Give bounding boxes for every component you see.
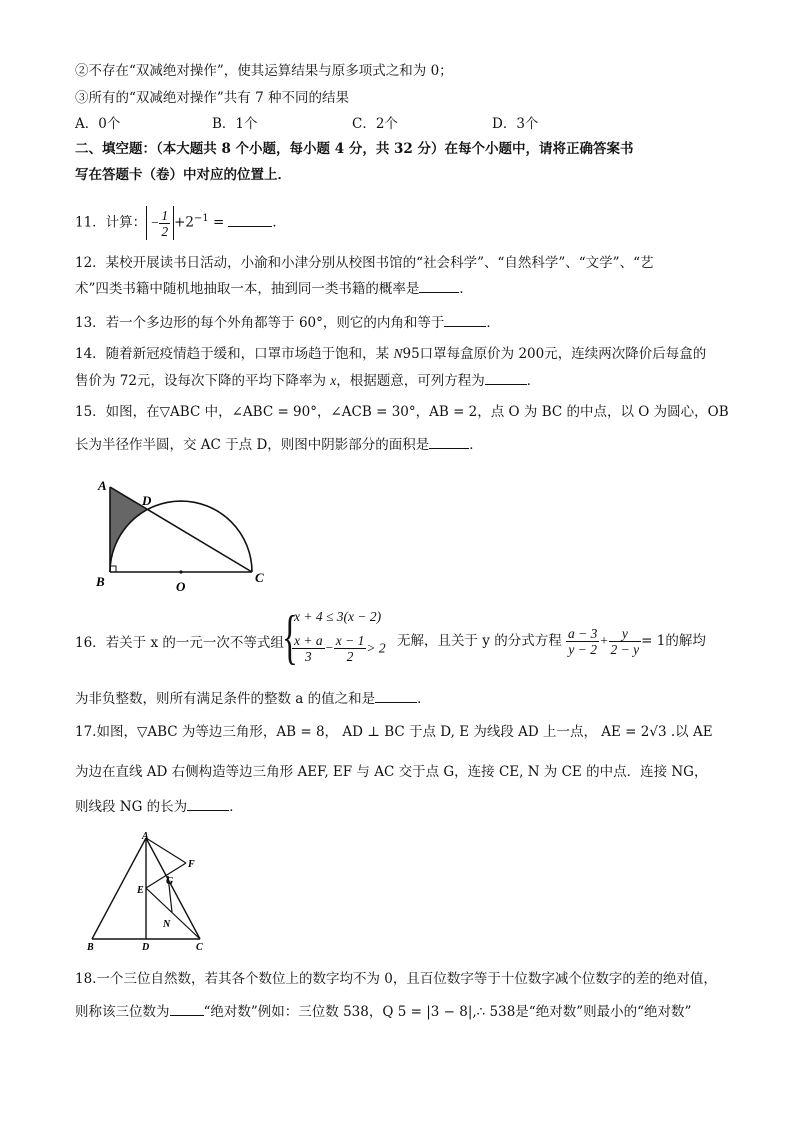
label-n: N bbox=[163, 919, 171, 930]
option-a: A．0个 bbox=[75, 116, 121, 132]
q17-line3: 则线段 NG 的长为 ． bbox=[75, 796, 243, 817]
q11-end: ． bbox=[272, 214, 286, 231]
point-o bbox=[179, 570, 182, 573]
q12-line2: 术”四类书籍中随机地抽取一本，抽到同一类书籍的概率是 ． bbox=[75, 278, 473, 299]
q16-ineq1: x + 4 ≤ 3(x − 2) bbox=[294, 609, 382, 624]
statement-3: ③所有的“双减绝对操作”共有 7 种不同的结果 bbox=[75, 90, 349, 106]
q18-line1: 18.一个三位自然数，若其各个数位上的数字均不为 0，且百位数字等于十位数字减个位数字的差的绝对值， bbox=[75, 971, 717, 987]
segment-ac bbox=[110, 487, 252, 572]
q15-line2: 长为半径作半圆，交 AC 于点 D，则图中阴影部分的面积是 ． bbox=[75, 434, 483, 455]
q17-figure bbox=[82, 832, 217, 952]
q14-answer-blank bbox=[485, 370, 527, 385]
q17-answer-blank bbox=[187, 796, 229, 811]
q14-line2: 售价为 72元，设每次下降的平均下降率为 x，根据题意，可列方程为 ． bbox=[75, 370, 540, 391]
label-a: A bbox=[142, 832, 149, 842]
brace: { bbox=[282, 604, 298, 670]
option-c: C．2个 bbox=[352, 116, 398, 132]
q11-answer-blank bbox=[228, 212, 272, 227]
question-13: 13．若一个多边形的每个外角都等于 60°，则它的内角和等于 ． bbox=[75, 312, 500, 333]
q16-inequality-system bbox=[282, 604, 392, 671]
statement-2: ②不存在“双减绝对操作”，使其运算结果与原多项式之和为 0； bbox=[75, 63, 453, 79]
q16-ineq2: $\frac{x + a}{3}$ − $\frac{x - 1}{2}$ > 2 bbox=[294, 633, 386, 664]
option-b: B．1个 bbox=[212, 116, 258, 132]
label-b: B bbox=[87, 942, 94, 952]
q11-exponent: −1 bbox=[193, 213, 209, 224]
label-o: O bbox=[176, 579, 186, 594]
q18-line2: 则称该三位数为 “绝对数”例如：三位数 538，Q 5 = |3 − 8|,∴ 538是“绝对数”则最小的“绝对数” bbox=[75, 1001, 691, 1022]
q16-answer-blank bbox=[375, 688, 417, 703]
q18-answer-blank bbox=[170, 1001, 204, 1016]
q16-equation: 无解，且关于 y 的分式方程 $\frac{a - 3}{y - 2}$ + $\frac{y}{2 - y}$ = 1的解均 bbox=[397, 626, 706, 657]
q12-answer-blank bbox=[419, 278, 459, 293]
segment-ac bbox=[146, 838, 200, 939]
section-heading-line2: 写在答题卡（卷）中对应的位置上． bbox=[75, 167, 291, 183]
q11-power-base: +2 bbox=[174, 214, 194, 231]
label-e: E bbox=[137, 885, 144, 896]
q15-figure bbox=[92, 472, 282, 597]
label-f: F bbox=[188, 859, 195, 870]
q11-eq: = bbox=[208, 214, 225, 231]
q15-line1: 15．如图，在▽ABC 中，∠ABC = 90°，∠ACB = 30°，AB = 2，点 O 为 BC 的中点，以 O 为圆心，OB bbox=[75, 404, 729, 420]
q14-line1: 14．随着新冠疫情趋于缓和，口罩市场趋于饱和，某 N95口罩每盒原价为 200元，连续两次降价后每盒的 bbox=[75, 346, 707, 362]
q11-fraction: $\frac{1}{2}$ bbox=[161, 208, 169, 239]
section-heading-line1: 二、填空题：（本大题共 8 个小题，每小题 4 分，共 32 分）在每个小题中，请将正确答案书 bbox=[75, 141, 634, 157]
q11-abs-value: − $\frac{1}{2}$ bbox=[146, 206, 174, 240]
label-d: D bbox=[142, 942, 150, 952]
option-d: D．3个 bbox=[492, 116, 539, 132]
label-c: C bbox=[196, 942, 203, 952]
q16-prefix: 16．若关于 x 的一元一次不等式组 bbox=[75, 635, 284, 651]
segment-ce bbox=[146, 888, 200, 939]
label-g: G bbox=[166, 876, 174, 887]
question-11 bbox=[75, 202, 286, 240]
label-a: A bbox=[98, 478, 107, 493]
label-c: C bbox=[255, 570, 264, 585]
q12-line1: 12．某校开展读书日活动，小渝和小津分别从校图书馆的“社会科学”、“自然科学”、“文学”、“艺 bbox=[75, 255, 654, 271]
q17-line2: 为边在直线 AD 右侧构造等边三角形 AEF, EF 与 AC 交于点 G，连接 CE, N 为 CE 的中点．连接 NG， bbox=[75, 764, 708, 780]
q11-prefix: 11．计算： bbox=[75, 214, 147, 231]
label-d: D bbox=[142, 493, 152, 508]
label-b: B bbox=[96, 574, 105, 589]
q17-line1: 17.如图，▽ABC 为等边三角形，AB = 8， AD ⊥ BC 于点 D, E 为线段 AD 上一点， AE = 2√3 .以 AE bbox=[75, 724, 713, 740]
q13-answer-blank bbox=[444, 312, 486, 327]
q15-answer-blank bbox=[429, 434, 469, 449]
q16-line2: 为非负整数，则所有满足条件的整数 a 的值之和是 ． bbox=[75, 688, 431, 709]
